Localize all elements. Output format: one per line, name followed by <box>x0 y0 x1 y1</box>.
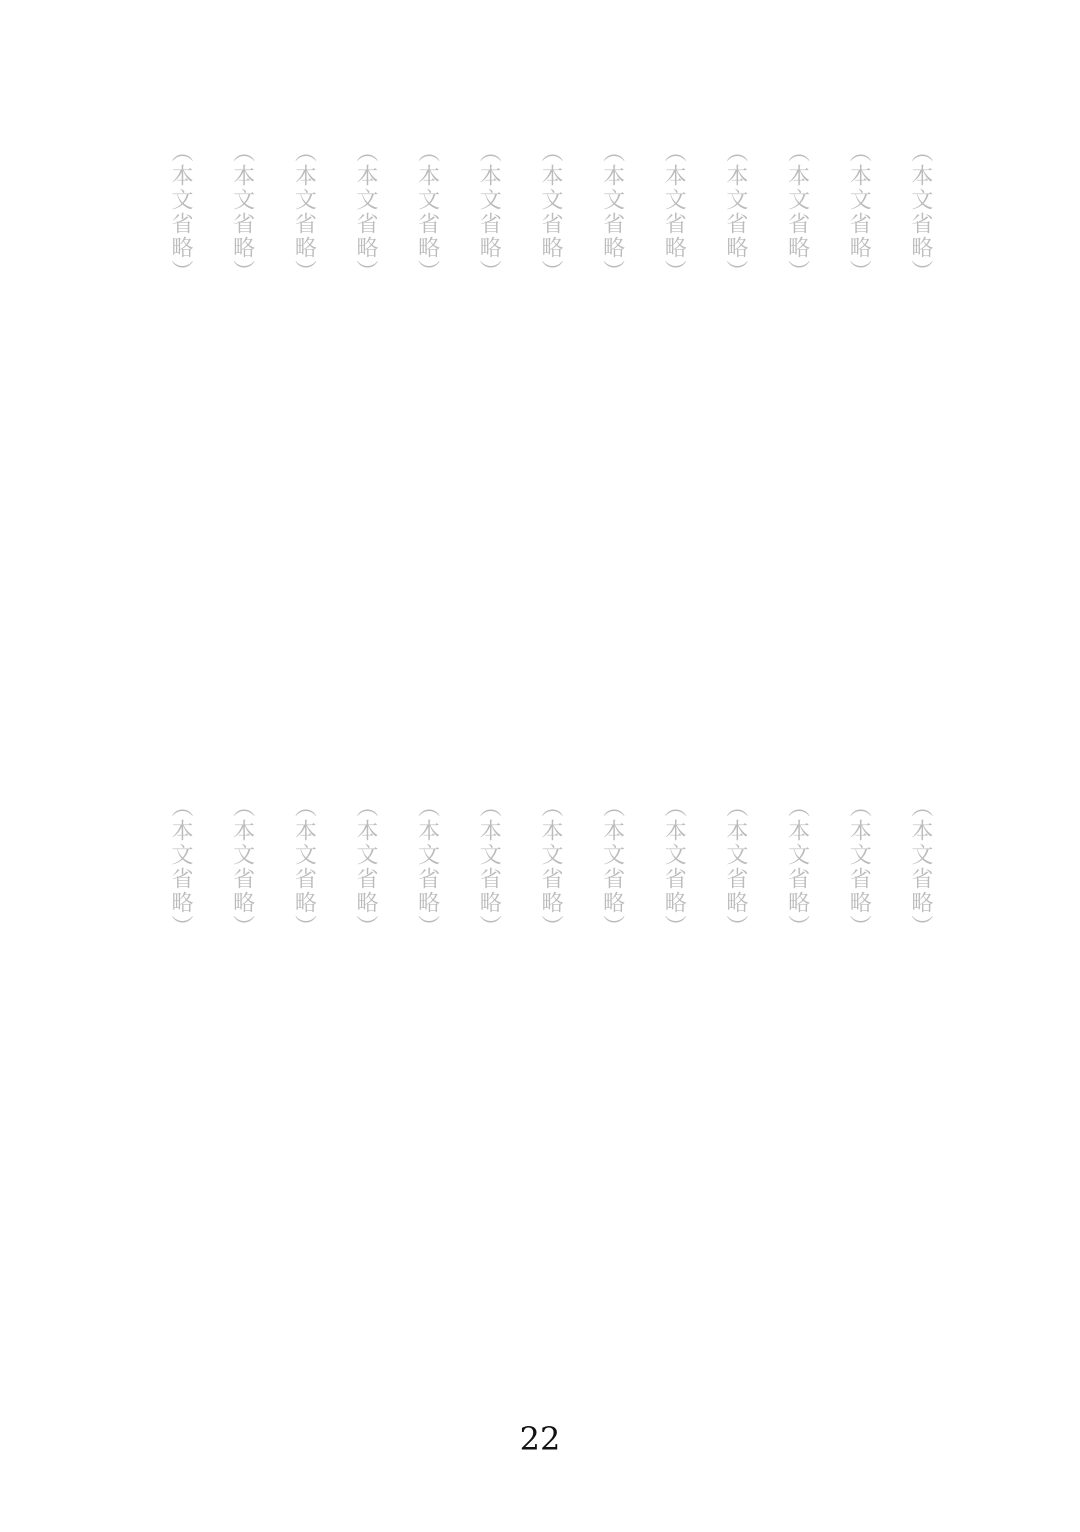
text-column: （本文省略） <box>229 795 255 939</box>
text-column: （本文省略） <box>599 140 625 284</box>
text-column: （本文省略） <box>229 140 255 284</box>
text-column: （本文省略） <box>291 140 317 284</box>
text-column: （本文省略） <box>907 140 933 284</box>
page-number: 22 <box>519 1420 561 1458</box>
text-column: （本文省略） <box>476 140 502 284</box>
text-column: （本文省略） <box>846 795 872 939</box>
text-column: （本文省略） <box>476 795 502 939</box>
text-column: （本文省略） <box>722 795 748 939</box>
text-column: （本文省略） <box>661 140 687 284</box>
text-column: （本文省略） <box>352 795 378 939</box>
text-column: （本文省略） <box>537 795 563 939</box>
text-column: （本文省略） <box>414 140 440 284</box>
text-column: （本文省略） <box>907 795 933 939</box>
text-column: （本文省略） <box>352 140 378 284</box>
text-column: （本文省略） <box>537 140 563 284</box>
text-column: （本文省略） <box>661 795 687 939</box>
text-column: （本文省略） <box>784 140 810 284</box>
text-column: （本文省略） <box>784 795 810 939</box>
text-block-lower <box>160 795 940 1195</box>
text-column: （本文省略） <box>722 140 748 284</box>
text-column: （本文省略） <box>168 795 193 939</box>
text-column: （本文省略） <box>846 140 872 284</box>
text-column: （本文省略） <box>168 140 193 284</box>
text-block-upper <box>160 140 940 740</box>
text-column: （本文省略） <box>599 795 625 939</box>
text-column: （本文省略） <box>291 795 317 939</box>
text-column: （本文省略） <box>414 795 440 939</box>
